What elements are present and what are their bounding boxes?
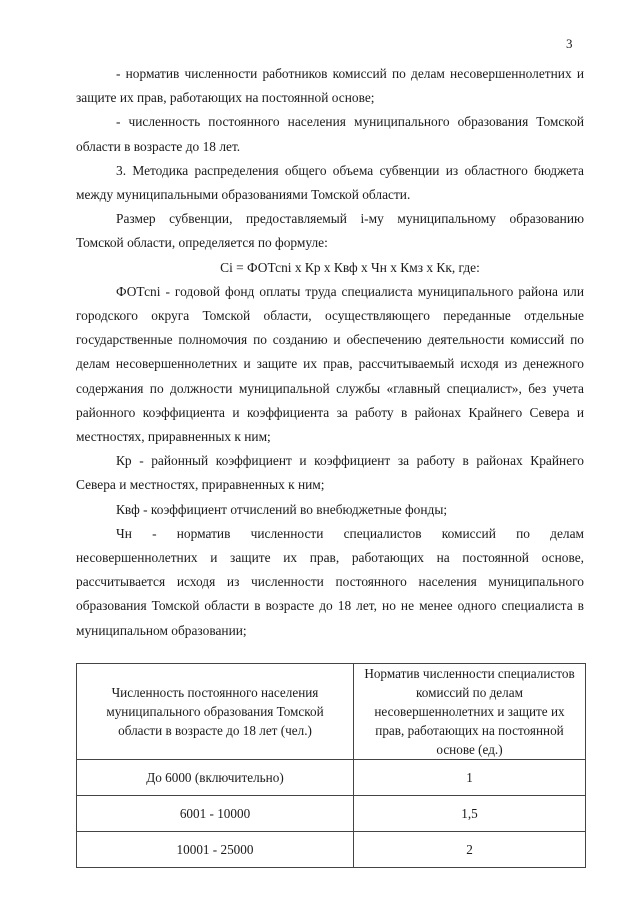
table-header-cell: Численность постоянного населения муниципального образования Томской области в возрасте до 18 лет (чел.) xyxy=(77,664,354,760)
table-cell: 2 xyxy=(354,832,586,868)
table-row xyxy=(77,832,586,868)
paragraph-population: - численность постоянного населения муниципального образования Томской области в возрасте до 18 лет. xyxy=(76,114,584,154)
paragraph-kvf-definition: Квф - коэффициент отчислений во внебюджетные фонды; xyxy=(116,501,448,517)
table-cell: 10001 - 25000 xyxy=(77,832,354,868)
paragraph-kr-definition: Кр - районный коэффициент и коэффициент за работу в районах Крайнего Севера и местностях, приравненных к ним; xyxy=(76,453,584,493)
paragraph-fot-definition: ФОТсni - годовой фонд оплаты труда специалиста муниципального района или городского округа Томской области, осуществляющего переданные отдельные государственные полномочия по созданию и обеспечению деятельности комиссий по делам несовершеннолетних и защите их прав, рассчитываемый исходя из денежного содержания по должности муниципальной службы «главный специалист», без учета районного коэффициента и коэффициента за работу в районах Крайнего Севера и местностях, приравненных к ним; xyxy=(76,283,584,445)
table-row xyxy=(77,760,586,796)
table-row xyxy=(77,796,586,832)
table-cell: 1,5 xyxy=(354,796,586,832)
table-cell: 6001 - 10000 xyxy=(77,796,354,832)
page-number: 3 xyxy=(566,36,573,51)
table-cell: До 6000 (включительно) xyxy=(77,760,354,796)
paragraph-subvention-size: Размер субвенции, предоставляемый i-му муниципальному образованию Томской области, определяется по формуле: xyxy=(76,211,584,251)
norm-table xyxy=(76,663,586,868)
paragraph-chn-definition: Чн - норматив численности специалистов комиссий по делам несовершеннолетних и защите их прав, работающих на постоянной основе, рассчитывается исходя из численности постоянного населения муниципального образования Томской области в возрасте до 18 лет, но не менее одного специалиста в муниципальном образовании; xyxy=(76,525,584,638)
formula: Ci = ФОТсni x Кр x Квф x Чн x Кмз x Кк, где: xyxy=(220,259,480,275)
document-body xyxy=(76,62,584,643)
table-header-cell: Норматив численности специалистов комиссий по делам несовершеннолетних и защите их прав, работающих на постоянной основе (ед.) xyxy=(354,664,586,760)
table-header-row xyxy=(77,664,586,760)
paragraph-methodology: 3. Методика распределения общего объема субвенции из областного бюджета между муниципальными образованиями Томской области. xyxy=(76,162,584,203)
table-cell: 1 xyxy=(354,760,586,796)
paragraph-norm-workers: - норматив численности работников комиссий по делам несовершеннолетних и защите их прав, работающих на постоянной основе; xyxy=(76,66,584,106)
